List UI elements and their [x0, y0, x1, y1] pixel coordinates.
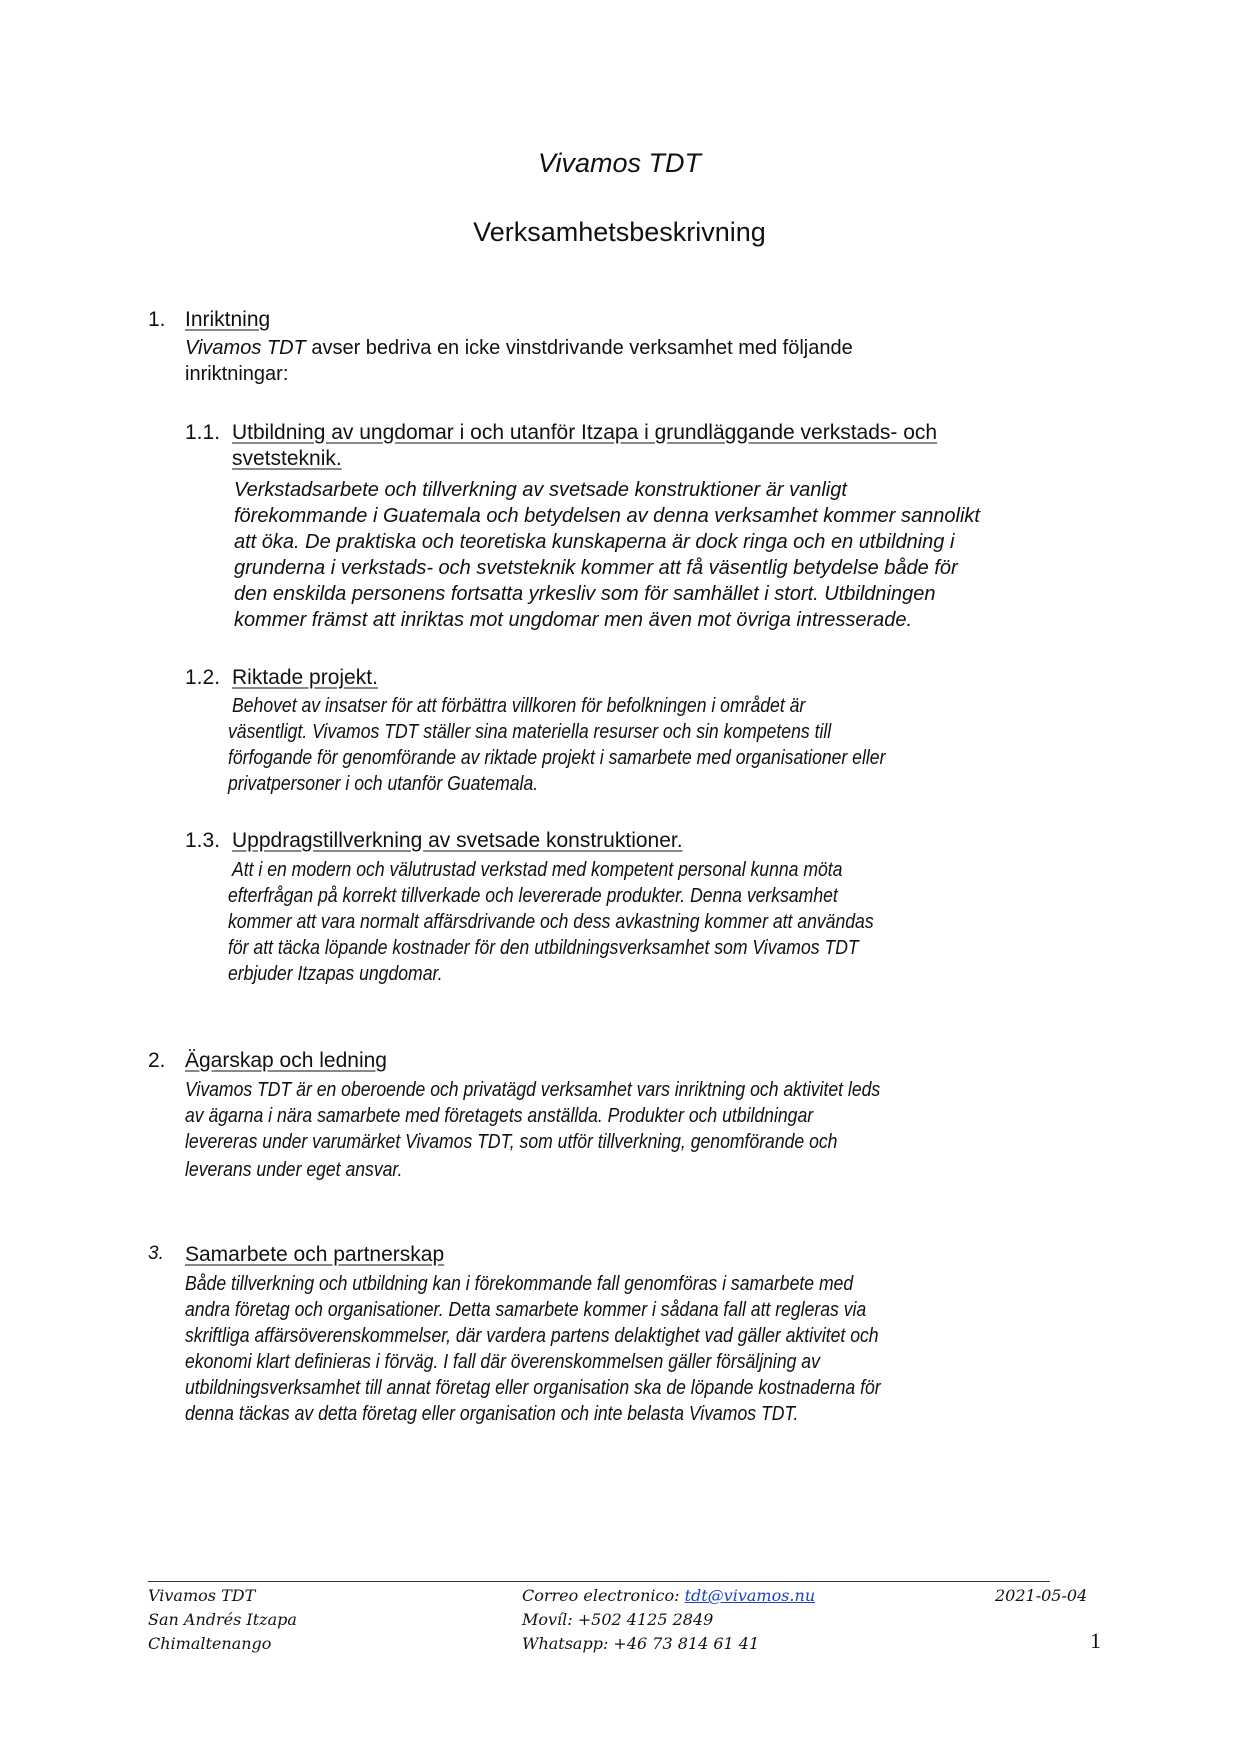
- paragraph-line: Vivamos TDT är en oberoende och privatägd verksamhet vars inriktning och aktivitet leds: [185, 1079, 881, 1101]
- subsection-number: 1.1.: [185, 421, 221, 444]
- subsection-heading: Utbildning av ungdomar i och utanför Itzapa i grundläggande verkstads- och: [232, 421, 938, 444]
- paragraph-line: av ägarna i nära samarbete med företagets anställda. Produkter och utbildningar: [185, 1105, 814, 1127]
- paragraph-line: andra företag och organisationer. Detta samarbete kommer i sådana fall att regleras via: [185, 1299, 867, 1321]
- paragraph-line: den enskilda personens fortsatta yrkesliv som för samhället i stort. Utbildningen: [234, 583, 936, 605]
- paragraph-line: grunderna i verkstads- och svetsteknik kommer att få väsentlig betydelse både för: [234, 557, 958, 579]
- section-heading: Inriktning: [185, 308, 271, 331]
- intro-text: avser bedriva en icke vinstdrivande verksamhet med följande: [305, 337, 853, 359]
- footer-divider: [148, 1581, 1050, 1582]
- page-number: 1: [1090, 1628, 1101, 1653]
- paragraph-line: denna täckas av detta företag eller organisation och inte belasta Vivamos TDT.: [185, 1403, 799, 1425]
- footer-date: 2021-05-04: [995, 1586, 1088, 1605]
- email-label: Correo electronico:: [522, 1586, 685, 1605]
- paragraph-line: utbildningsverksamhet till annat företag eller organisation ska de löpande kostnaderna för: [185, 1377, 881, 1399]
- paragraph-line: förekommande i Guatemala och betydelsen av denna verksamhet kommer sannolikt: [234, 505, 980, 527]
- paragraph-line: efterfrågan på korrekt tillverkade och levererade produkter. Denna verksamhet: [228, 885, 838, 907]
- paragraph-line: kommer att vara normalt affärsdrivande och dess avkastning kommer att användas: [228, 911, 874, 933]
- footer-region: Chimaltenango: [148, 1634, 272, 1653]
- section-number: 2.: [148, 1049, 166, 1072]
- footer-company: Vivamos TDT: [148, 1586, 256, 1605]
- paragraph-line: Behovet av insatser för att förbättra villkoren för befolkningen i området är: [232, 695, 806, 717]
- footer-whatsapp: Whatsapp: +46 73 814 61 41: [522, 1634, 760, 1653]
- paragraph-line: Att i en modern och välutrustad verkstad med kompetent personal kunna möta: [232, 859, 843, 881]
- document-subtitle: Verksamhetsbeskrivning: [473, 217, 766, 247]
- paragraph-line: kommer främst att inriktas mot ungdomar men även mot övriga intresserade.: [234, 609, 913, 631]
- email-link[interactable]: tdt@vivamos.nu: [684, 1586, 816, 1605]
- subsection-heading: Riktade projekt.: [232, 666, 378, 689]
- subsection-number: 1.3.: [185, 829, 221, 852]
- footer-email-line: [522, 1584, 815, 1608]
- subsection-heading: Uppdragstillverkning av svetsade konstruktioner.: [232, 829, 683, 852]
- paragraph-line: ekonomi klart definieras i förväg. I fall där överenskommelsen gäller försäljning av: [185, 1351, 820, 1373]
- paragraph-line: Både tillverkning och utbildning kan i förekommande fall genomföras i samarbete med: [185, 1273, 854, 1295]
- paragraph-line: levereras under varumärket Vivamos TDT, som utför tillverkning, genomförande och: [185, 1131, 838, 1153]
- section-number: 3.: [148, 1243, 164, 1264]
- section-heading: Samarbete och partnerskap: [185, 1243, 445, 1266]
- company-name: Vivamos TDT: [185, 337, 306, 359]
- section-number: 1.: [148, 308, 166, 331]
- subsection-number: 1.2.: [185, 666, 221, 689]
- paragraph-line: för att täcka löpande kostnader för den utbildningsverksamhet som Vivamos TDT: [228, 937, 859, 959]
- footer-town: San Andrés Itzapa: [148, 1610, 297, 1629]
- paragraph-line: väsentligt. Vivamos TDT ställer sina materiella resurser och sin kompetens till: [228, 721, 832, 743]
- paragraph-line: leverans under eget ansvar.: [185, 1159, 403, 1181]
- section-intro-line: inriktningar:: [185, 363, 289, 385]
- paragraph-line: Verkstadsarbete och tillverkning av svetsade konstruktioner är vanligt: [234, 479, 847, 501]
- paragraph-line: förfogande för genomförande av riktade projekt i samarbete med organisationer eller: [228, 747, 886, 769]
- subsection-heading: svetsteknik.: [232, 447, 342, 470]
- paragraph-line: erbjuder Itzapas ungdomar.: [228, 963, 443, 985]
- paragraph-line: att öka. De praktiska och teoretiska kunskaperna är dock ringa och en utbildning i: [234, 531, 955, 553]
- document-title: Vivamos TDT: [537, 148, 702, 178]
- section-heading: Ägarskap och ledning: [185, 1049, 387, 1072]
- paragraph-line: skriftliga affärsöverenskommelser, där vardera partens delaktighet vad gäller aktivitet och: [185, 1325, 879, 1347]
- paragraph-line: privatpersoner i och utanför Guatemala.: [228, 773, 539, 795]
- section-intro-line: [185, 335, 853, 361]
- footer-mobile: Movíl: +502 4125 2849: [522, 1610, 714, 1629]
